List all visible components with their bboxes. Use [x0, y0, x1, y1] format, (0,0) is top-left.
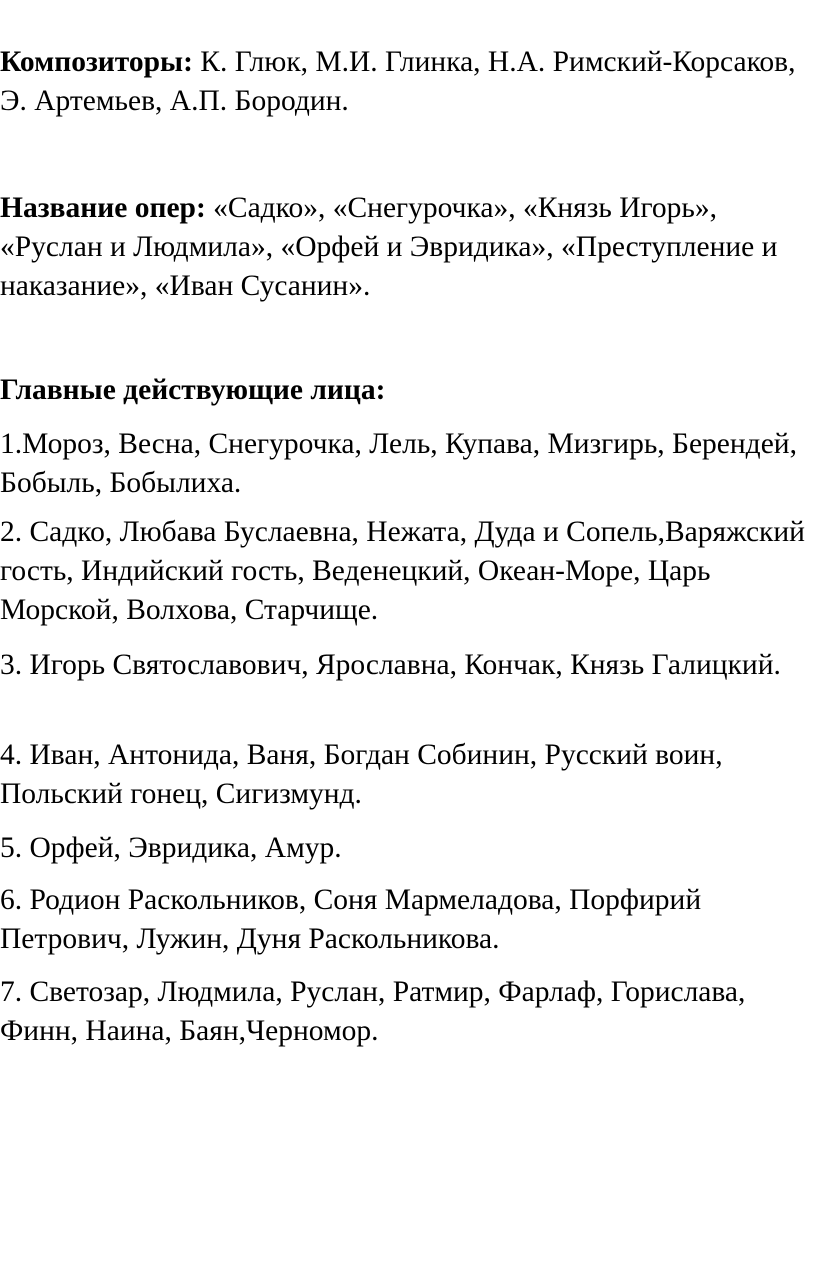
characters-item: 1.Мороз, Весна, Снегурочка, Лель, Купава, Мизгирь, Берендей, Бобыль, Бобылиха. — [0, 428, 797, 499]
characters-heading: Главные действующие лица: — [0, 374, 386, 406]
characters-item: 4. Иван, Антонида, Ваня, Богдан Собинин, Русский воин, Польский гонец, Сигизмунд. — [0, 739, 723, 810]
characters-item: 2. Садко, Любава Буслаевна, Нежата, Дуда и Сопель,Варяжский гость, Индийский гость, Веденецкий, Океан-Море, Царь Морской, Волхова, Старчище. — [0, 516, 805, 626]
characters-item: 5. Орфей, Эвридика, Амур. — [0, 832, 342, 864]
characters-item: 6. Родион Раскольников, Соня Мармеладова, Порфирий Петрович, Лужин, Дуня Раскольникова. — [0, 884, 702, 955]
composers-paragraph — [0, 43, 812, 121]
operas-list: «Садко», «Снегурочка», «Князь Игорь», «Руслан и Людмила», «Орфей и Эвридика», «Преступление и наказание», «Иван Сусанин». — [0, 192, 778, 302]
composers-list: К. Глюк, М.И. Глинка, Н.А. Римский-Корсаков, Э. Артемьев, А.П. Бородин. — [0, 46, 796, 117]
characters-item: 3. Игорь Святославович, Ярославна, Кончак, Князь Галицкий. — [0, 649, 781, 681]
characters-item: 7. Светозар, Людмила, Руслан, Ратмир, Фарлаф, Горислава, Финн, Наина, Баян,Черномор. — [0, 976, 746, 1047]
operas-label: Название опер: — [0, 192, 206, 224]
operas-paragraph — [0, 189, 812, 306]
composers-label: Композиторы: — [0, 46, 193, 78]
